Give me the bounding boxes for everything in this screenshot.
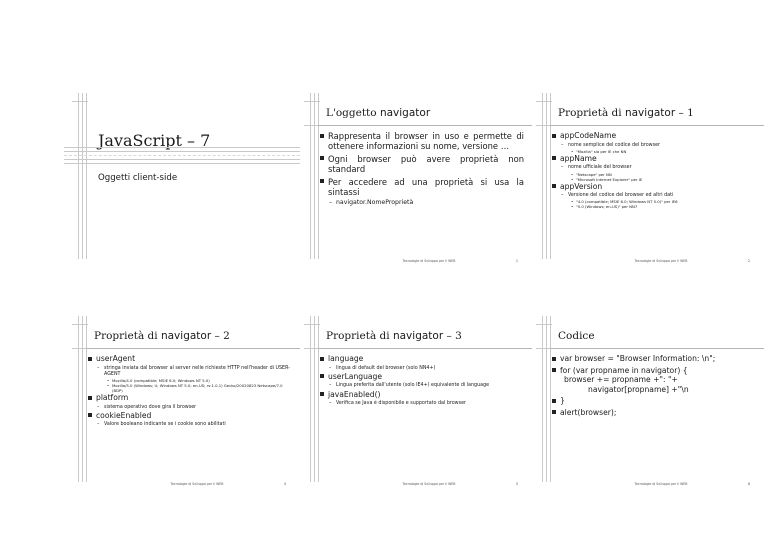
bullet: appCodeName [552, 131, 756, 141]
title-rule [86, 348, 300, 349]
frame-tick [536, 101, 552, 102]
sub-bullet: – navigator.NomeProprietà [320, 199, 524, 207]
slide-4-body [88, 354, 292, 429]
sub-bullet: – stringa inviata dal browser al server nelle richieste HTTP nell'header di USER-AGENT [88, 366, 292, 378]
slide-1-subtitle: Oggetti client-side [98, 173, 178, 183]
frame-line [550, 316, 551, 482]
bullet: javaEnabled() [320, 390, 524, 400]
frame-line [542, 316, 543, 482]
note: • "Microsoft Internet Explorer" per IE [552, 177, 756, 182]
title-band-line [64, 159, 300, 160]
sub-bullet: – Verifica se Java è disponibile e supportato dal browser [320, 401, 524, 407]
frame-tick [304, 101, 320, 102]
frame-line [78, 316, 79, 482]
bullet: cookieEnabled [88, 411, 292, 421]
frame-line [546, 316, 547, 482]
bullet: platform [88, 393, 292, 403]
title-sans: navigator [160, 330, 212, 342]
code-line: for (var propname in navigator) { [552, 366, 756, 376]
slide-6-body [552, 354, 756, 420]
page-number: 5 [515, 482, 518, 486]
slide-footer: Tecnologie di Sviluppo per il WEB [170, 482, 224, 486]
title-serif: Proprietà di [94, 330, 158, 342]
note: • "5.0 (Windows; en-US)" per NN7 [552, 204, 756, 209]
title-sans: navigator [624, 107, 676, 119]
title-serif: Codice [558, 330, 595, 342]
code-line-indented: browser += propname +": "+ [564, 375, 678, 385]
note: • "4.0 (compatible; MSIE 6.0; Windows NT 5.0)" per IE6 [552, 199, 756, 204]
frame-tick [304, 324, 320, 325]
code-line: } [552, 396, 756, 406]
title-suffix: – 1 [675, 107, 694, 119]
frame-line [546, 93, 547, 259]
frame-tick [536, 324, 552, 325]
bullet: appName [552, 154, 756, 164]
slide-5-title [326, 330, 524, 342]
title-serif: Proprietà di [558, 107, 622, 119]
title-band-line [64, 151, 300, 152]
frame-line [86, 93, 87, 259]
bullet: userLanguage [320, 372, 524, 382]
note: • Mozilla/5.0 (Windows; U; Windows NT 5.0; en-US; rv:1.0.1) Gecko/20020823 Netscape/7.0 (BDP) [88, 383, 292, 393]
bullet: language [320, 354, 524, 364]
title-rule [318, 125, 532, 126]
title-rule [550, 125, 764, 126]
frame-line [550, 93, 551, 259]
frame-line [542, 93, 543, 259]
frame-line [318, 93, 319, 259]
bullet: Ogni browser può avere proprietà non standard [320, 154, 524, 175]
title-suffix: – 2 [211, 330, 230, 342]
title-band-line [64, 163, 300, 164]
frame-line [82, 93, 83, 259]
page-number: 4 [283, 482, 286, 486]
slide-footer: Tecnologie di Sviluppo per il WEB [634, 259, 688, 263]
slide-3-body [552, 131, 756, 209]
frame-line [318, 316, 319, 482]
note: • "Netscape" per NN [552, 172, 756, 177]
sub-bullet: – Versione del codice del browser ed altri dati [552, 193, 756, 199]
code-line-indented: navigator[propname] +"\n [588, 384, 689, 394]
frame-line [86, 316, 87, 482]
frame-line [310, 93, 311, 259]
frame-line [78, 93, 79, 259]
slide-3-title [558, 107, 756, 119]
bullet: Rappresenta il browser in uso e permette di ottenere informazioni su nome, versione … [320, 131, 524, 152]
title-suffix: – 3 [443, 330, 462, 342]
note: • Mozilla/4.0 (compatible; MSIE 6.0; Windows NT 5.0) [88, 378, 292, 383]
slide-footer: Tecnologie di Sviluppo per il WEB [634, 482, 688, 486]
code-line: var browser = "Browser Information: \n"; [552, 354, 756, 364]
title-serif: L'oggetto [326, 107, 377, 119]
slide-4 [64, 316, 300, 492]
sub-bullet: – Lingua preferita dall'utente (solo IE4+) equivalente di language [320, 383, 524, 389]
sub-bullet: – nome ufficiale del browser [552, 165, 756, 171]
slide-4-title [94, 330, 292, 342]
sub-bullet: – sistema operativo dove gira il browser [88, 405, 292, 411]
slide-1-title: JavaScript – 7 [98, 131, 211, 150]
slide-3 [528, 93, 764, 269]
frame-line [310, 316, 311, 482]
frame-tick [72, 324, 88, 325]
page-number: 1 [515, 259, 518, 263]
title-band-dashed [64, 155, 300, 156]
frame-line [314, 316, 315, 482]
slide-5-body [320, 354, 524, 407]
title-rule [550, 348, 764, 349]
bullet: appVersion [552, 182, 756, 192]
sub-bullet: – Valore booleano indicante se i cookie sono abilitati [88, 422, 292, 428]
slide-6-title [558, 330, 756, 342]
title-serif: Proprietà di [326, 330, 390, 342]
slide-2-title [326, 107, 524, 119]
note: • "Mozilla" sia per IE che NN [552, 149, 756, 154]
bullet: userAgent [88, 354, 292, 364]
title-rule [318, 348, 532, 349]
page-number: 2 [747, 259, 750, 263]
title-sans: navigator [392, 330, 444, 342]
bullet: Per accedere ad una proprietà si usa la sintassi [320, 177, 524, 198]
slide-6 [528, 316, 764, 492]
sub-bullet: – nome semplice del codice del browser [552, 143, 756, 149]
slide-2 [296, 93, 532, 269]
frame-line [314, 93, 315, 259]
page-number: 6 [747, 482, 750, 486]
code-line: alert(browser); [552, 408, 756, 418]
slide-footer: Tecnologie di Sviluppo per il WEB [402, 482, 456, 486]
title-sans: navigator [379, 107, 431, 119]
slide-2-body [320, 131, 524, 207]
frame-tick [72, 101, 88, 102]
slide-5 [296, 316, 532, 492]
sub-bullet: – lingua di default del browser (solo NN4+) [320, 366, 524, 372]
slide-footer: Tecnologie di Sviluppo per il WEB [402, 259, 456, 263]
frame-line [82, 316, 83, 482]
title-band-line [64, 147, 300, 148]
slide-1 [64, 93, 300, 269]
